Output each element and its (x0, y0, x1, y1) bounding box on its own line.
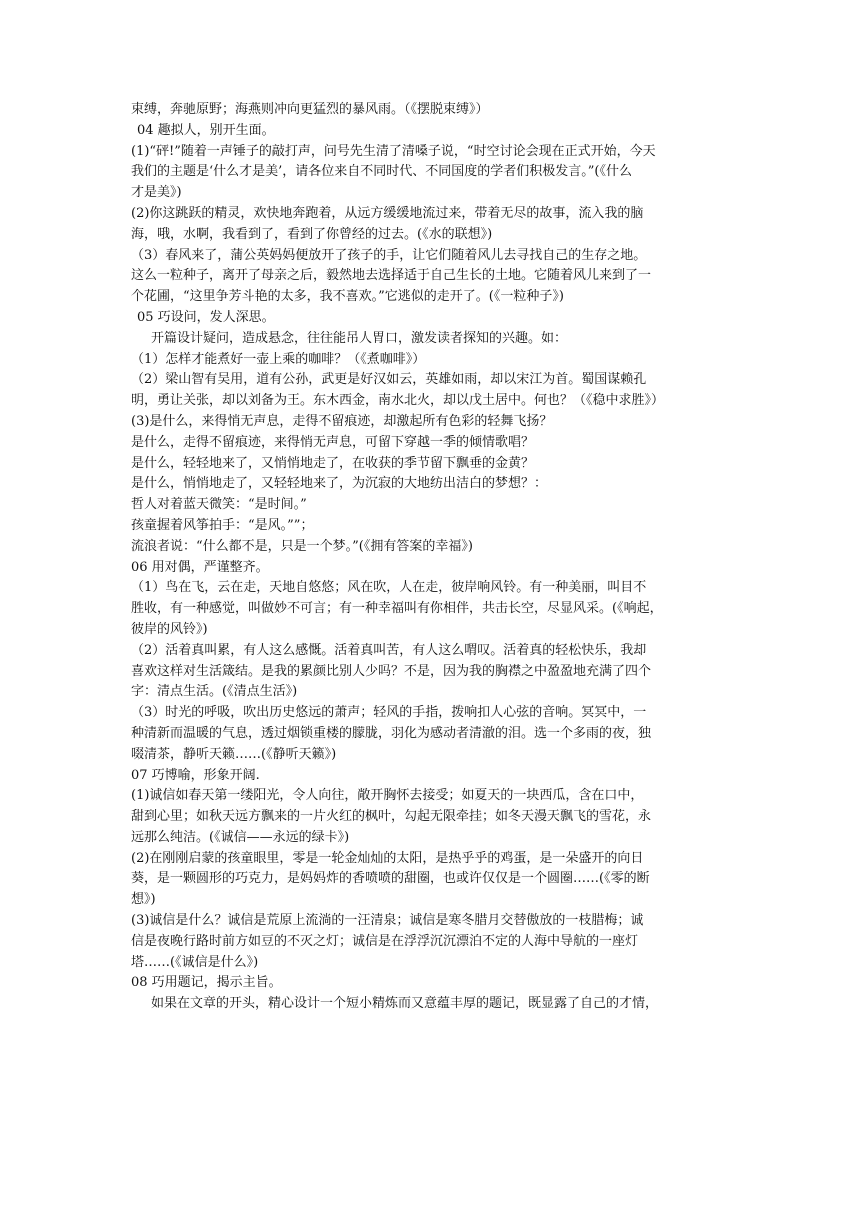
document-page (131, 100, 731, 1015)
text-line: 哲人对着蓝天微笑：“是时间。” (131, 497, 307, 513)
text-line: （1）鸟在飞，云在走，天地自悠悠；风在吹，人在走，彼岸响风铃。有一种美丽，叫目不 (131, 580, 647, 596)
text-line: 08 巧用题记，揭示主旨。 (131, 975, 282, 991)
text-line: (3)是什么，来得悄无声息，走得不留痕迹，却激起所有色彩的轻舞飞扬？ (131, 413, 553, 429)
text-line: 海，哦，水啊，我看到了，看到了你曾经的过去。(《水的联想》) (131, 226, 493, 242)
text-line: 如果在文章的开头，精心设计一个短小精炼而又意蕴丰厚的题记，既显露了自己的才情， (151, 996, 659, 1012)
text-line: 塔……(《诚信是什么》) (131, 954, 259, 970)
text-line: 远那么纯洁。(《诚信——永远的绿卡》) (131, 829, 350, 845)
text-line: 束缚，奔驰原野；海燕则冲向更猛烈的暴风雨。（《摆脱束缚》） (131, 102, 489, 117)
text-line: 啜清茶，静听天籁……(《静听天籁》) (131, 746, 337, 762)
text-line: 才是美》) (131, 185, 182, 201)
text-line: （2）活着真叫累，有人这么感慨。活着真叫苦，有人这么喟叹。活着真的轻松快乐，我却 (131, 642, 647, 658)
text-line: 胜收，有一种感觉，叫做妙不可言；有一种幸福叫有你相伴，共击长空，尽显风采。(《响起， (131, 601, 663, 617)
text-line: （3）时光的呼吸，吹出历史悠远的萧声；轻风的手指，拨响扣人心弦的音响。冥冥中，一 (131, 705, 647, 721)
text-line: （2）梁山智有吴用，道有公孙，武更是好汉如云，英雄如雨，却以宋江为首。蜀国谋赖孔 (131, 372, 647, 388)
text-line: 明，勇让关张，却以刘备为王。东木西金，南水北火，却以戊土居中。何也？（《稳中求胜》） (131, 393, 665, 409)
text-line: (2)在刚刚启蒙的孩童眼里，零是一轮金灿灿的太阳，是热乎乎的鸡蛋，是一朵盛开的向日 (131, 850, 644, 866)
text-line: 流浪者说：“什么都不是，只是一个梦。”(《拥有答案的幸福》) (131, 538, 473, 554)
text-line: （1）怎样才能煮好一壶上乘的咖啡？（《煮咖啡》） (131, 351, 426, 367)
text-line: 葵，是一颗圆形的巧克力，是妈妈炸的香喷喷的甜圈，也或许仅仅是一个圆圈……(《零的断 (131, 871, 650, 887)
text-line: 是什么，轻轻地来了，又悄悄地走了，在收获的季节留下飘垂的金黄？ (131, 455, 535, 471)
text-line: 彼岸的风铃》) (131, 621, 208, 637)
text-line: (1)诚信如春天第一缕阳光，令人向往，敞开胸怀去接受；如夏天的一块西瓜，含在口中， (131, 788, 644, 804)
text-line: (3)诚信是什么？诚信是荒原上流淌的一汪清泉；诚信是寒冬腊月交替傲放的一枝腊梅；诚 (131, 913, 644, 929)
text-line: 开篇设计疑问，造成悬念，往往能吊人胃口，激发读者探知的兴趣。如： (151, 330, 568, 346)
text-line: 是什么，悄悄地走了，又轻轻地来了，为沉寂的大地纺出洁白的梦想？： (131, 476, 548, 492)
text-line: 甜到心里；如秋天远方飘来的一片火红的枫叶，勾起无限牵挂；如冬天漫天飘飞的雪花，永 (131, 809, 652, 825)
text-line: 孩童握着风筝拍手：“是风。””； (131, 517, 314, 533)
text-line: 05 巧设问，发人深思。 (137, 309, 275, 325)
text-line: 04 趣拟人，别开生面。 (137, 122, 275, 138)
text-line: 个花圃，“这里争芳斗艳的太多，我不喜欢。”它逃似的走开了。(《一粒种子》) (131, 289, 564, 305)
text-line: （3）春风来了，蒲公英妈妈便放开了孩子的手，让它们随着风儿去寻找自己的生存之地。 (131, 247, 647, 263)
text-line: 信是夜晚行路时前方如豆的不灭之灯；诚信是在浮浮沉沉漂泊不定的人海中导航的一座灯 (131, 933, 639, 949)
text-line: 06 用对偶，严谨整齐。 (131, 559, 269, 575)
text-line: 种清新而温暖的气息，透过烟锁重楼的朦胧，羽化为感动者清澈的泪。选一个多雨的夜，独 (131, 725, 652, 741)
text-line: 是什么，走得不留痕迹，来得悄无声息，可留下穿越一季的倾情歌唱？ (131, 434, 535, 450)
text-line: 这么一粒种子，离开了母亲之后，毅然地去选择适于自己生长的土地。它随着风儿来到了一 (131, 268, 652, 284)
text-line: (1)“砰!”随着一声锤子的敲打声，问号先生清了清嗓子说，“时空讨论会现在正式开始，今天 (131, 143, 656, 159)
text-line: 07 巧博喻，形象开阔. (131, 767, 260, 783)
text-line: 我们的主题是‘什么才是美’，请各位来自不同时代、不同国度的学者们积极发言。”(《什么 (131, 164, 632, 180)
text-line: 喜欢这样对生活箴结。是我的累颜比别人少吗？不是，因为我的胸襟之中盈盈地充满了四个 (131, 663, 652, 679)
text-line: (2)你这跳跃的精灵，欢快地奔跑着，从远方缓缓地流过来，带着无尽的故事，流入我的脑 (131, 205, 644, 221)
text-line: 想》) (131, 892, 156, 908)
text-line: 字：清点生活。(《清点生活》) (131, 684, 298, 700)
